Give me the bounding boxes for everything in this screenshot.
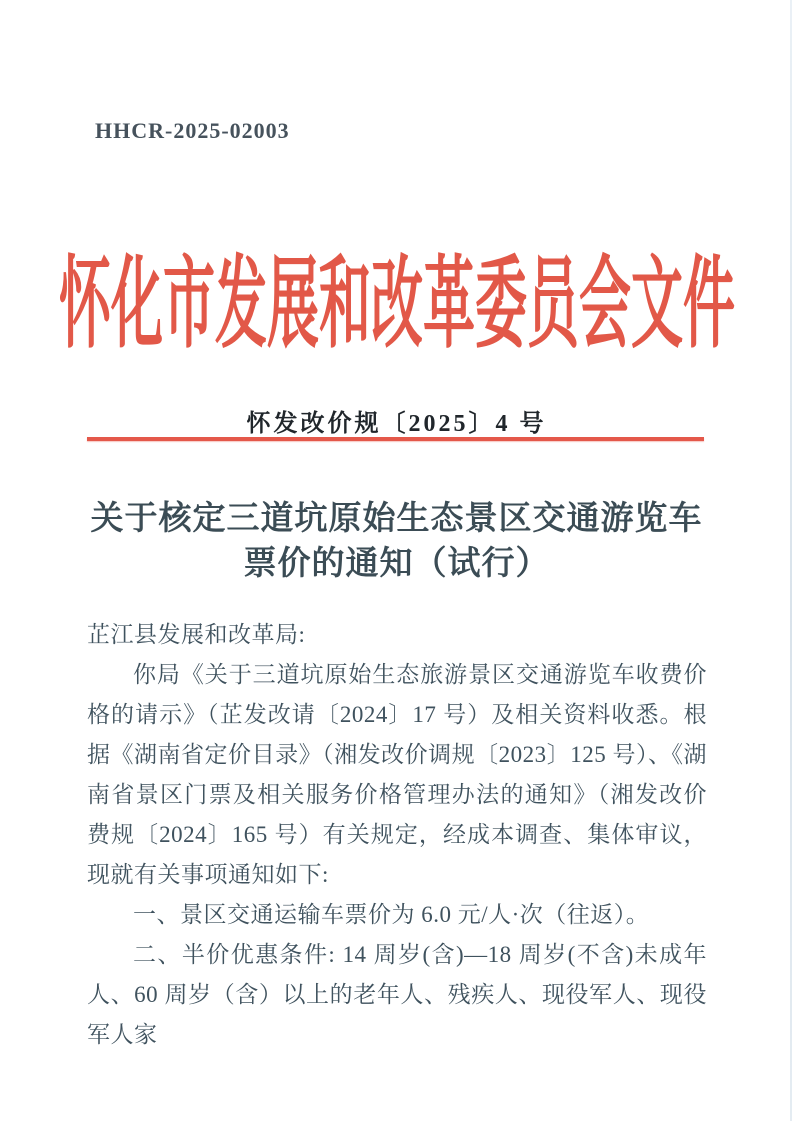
notice-title-line2: 票价的通知（试行） <box>243 546 550 582</box>
notice-title <box>0 497 793 587</box>
masthead <box>0 250 793 360</box>
body-paragraph-item-1: 一、景区交通运输车票价为 6.0 元/人·次（往返）。 <box>133 902 650 927</box>
red-divider-rule <box>87 437 704 441</box>
salutation: 芷江县发展和改革局: <box>87 622 306 647</box>
doc-reference-code: HHCR-2025-02003 <box>95 118 290 143</box>
body-paragraph: 你局《关于三道坑原始生态旅游景区交通游览车收费价格的请示》（芷发改请〔2024〕17 号）及相关资料收悉。根据《湖南省定价目录》（湘发改价调规〔2023〕125 号）、《湖南省景区门票及相关服务价格管理办法的通知》（湘发改价费规〔2024〕165 号）有关规定，经成本调查、集体审议，现就有关事项通知如下: <box>87 662 707 887</box>
body-paragraph-item-2: 二、半价优惠条件: 14 周岁(含)—18 周岁(不含)未成年人、60 周岁（含）以上的老年人、残疾人、现役军人、现役军人家 <box>87 942 707 1047</box>
doc-number: 怀发改价规〔2025〕4 号 <box>246 411 547 437</box>
notice-title-line1: 关于核定三道坑原始生态景区交通游览车 <box>90 501 703 537</box>
document-body <box>87 615 707 1055</box>
masthead-title: 怀化市发展和改革委员会文件 <box>58 249 735 360</box>
scan-edge-artifact <box>790 0 792 1121</box>
